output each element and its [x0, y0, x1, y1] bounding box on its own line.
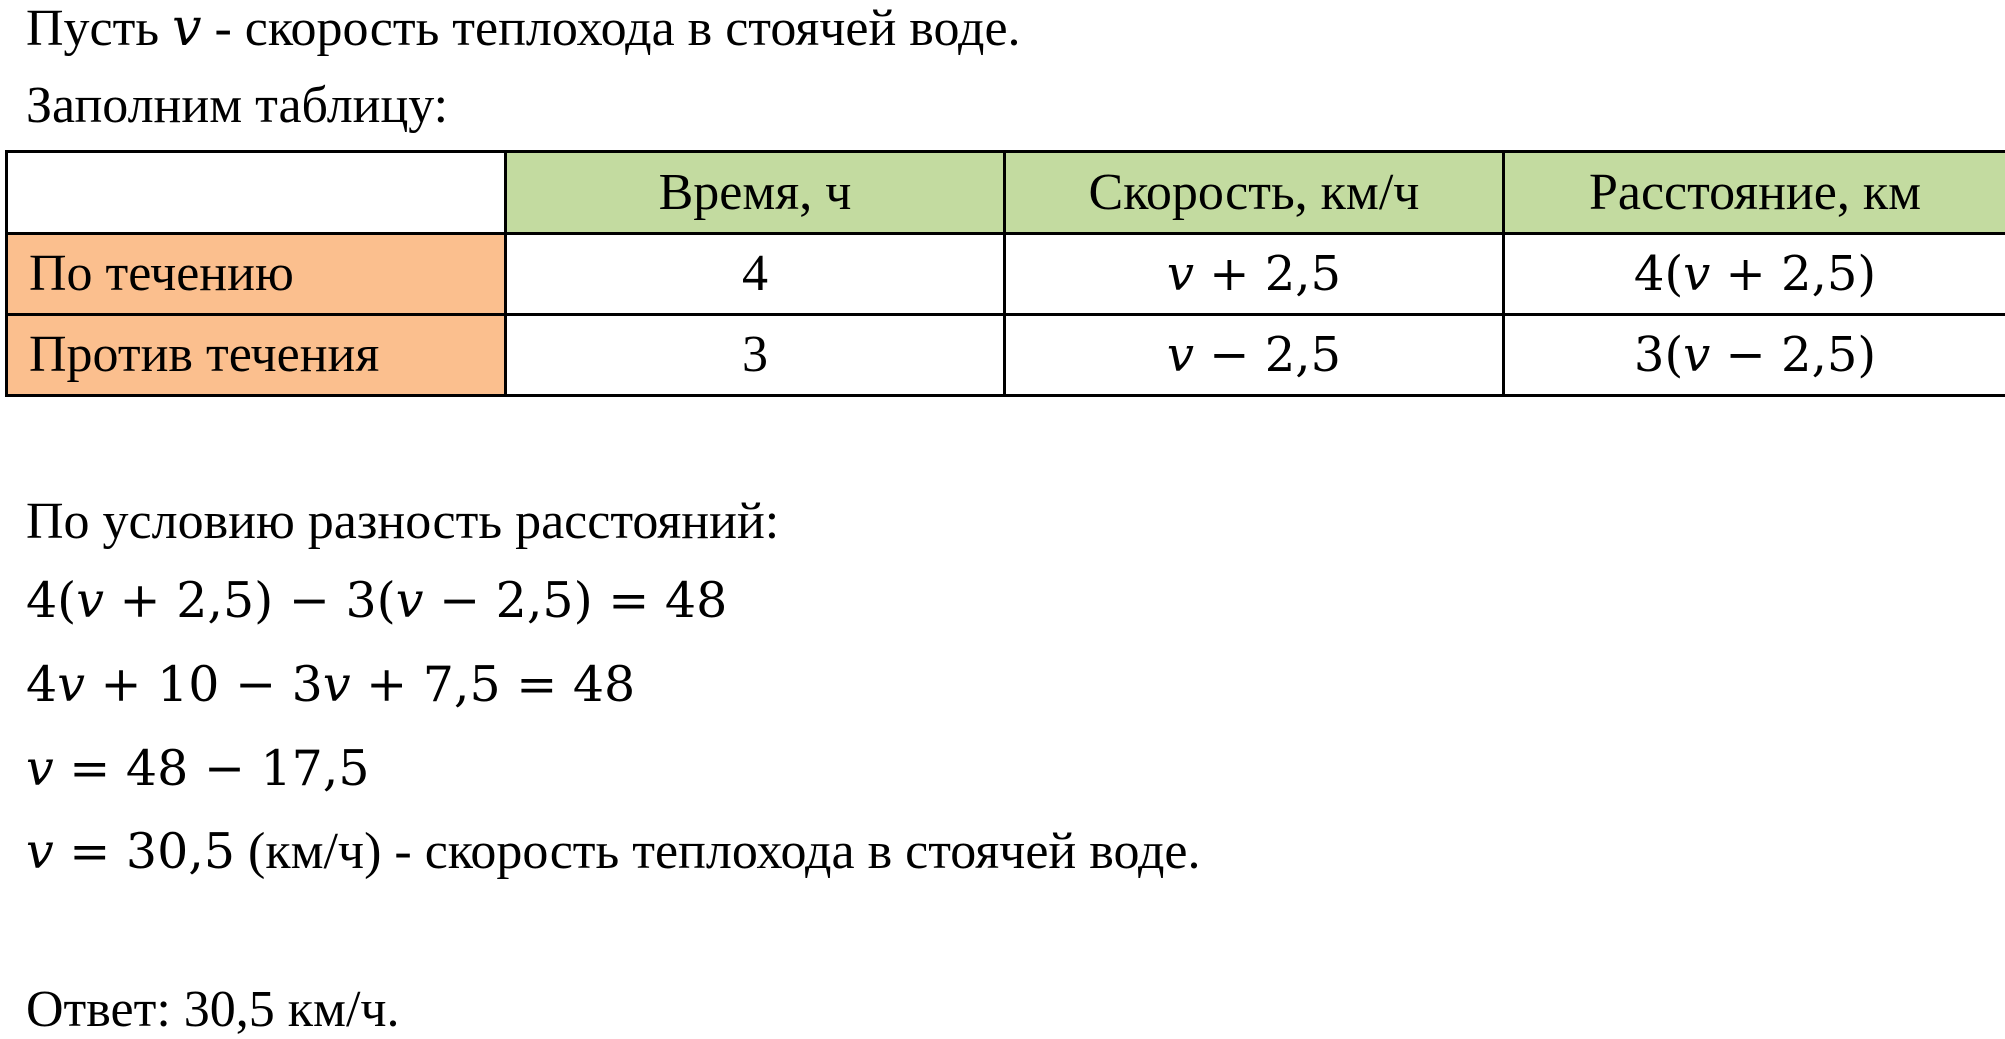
table-header-distance: Расстояние, км	[1504, 152, 2005, 234]
speed-table	[5, 150, 2005, 397]
cell-speed-downstream	[1005, 234, 1504, 315]
distance-expr-before: 3(	[1633, 327, 1684, 383]
table-row	[7, 234, 2005, 315]
table-header-time: Время, ч	[506, 152, 1005, 234]
speed-expr-rest: − 2,5	[1194, 327, 1342, 383]
equation-3	[26, 740, 370, 797]
cell-time-upstream: 3	[506, 315, 1005, 396]
variable-v: v	[26, 740, 54, 797]
row-label-downstream: По течению	[7, 234, 506, 315]
intro-suffix: - скорость теплохода в стоячей воде.	[214, 0, 1021, 57]
intro-prefix: Пусть	[26, 0, 160, 57]
equation-4	[26, 823, 1201, 880]
eq2-part-c: + 7,5 = 48	[350, 656, 636, 713]
answer-line: Ответ: 30,5 км/ч.	[26, 981, 400, 1038]
eq3-rest: = 48 − 17,5	[53, 740, 370, 797]
variable-v: v	[172, 0, 202, 58]
variable-v: v	[1683, 246, 1711, 302]
eq2-part-a: 4	[26, 656, 58, 713]
row-label-upstream: Против течения	[7, 315, 506, 396]
table-header-row	[7, 152, 2005, 234]
intro-line	[26, 0, 1021, 58]
eq4-rest: = 30,5	[53, 823, 235, 880]
variable-v: v	[322, 656, 351, 713]
table-header-empty	[7, 152, 506, 234]
condition-label: По условию разность расстояний:	[26, 493, 780, 550]
eq1-part-b: + 2,5) − 3(	[103, 572, 396, 629]
variable-v: v	[395, 572, 424, 629]
fill-table-label: Заполним таблицу:	[26, 77, 449, 134]
variable-v: v	[76, 572, 104, 629]
equation-2	[26, 656, 636, 713]
eq2-part-b: + 10 − 3	[84, 656, 323, 713]
cell-speed-upstream	[1005, 315, 1504, 396]
variable-v: v	[1166, 327, 1195, 383]
cell-time-downstream: 4	[506, 234, 1005, 315]
variable-v: v	[1683, 327, 1711, 383]
table-header-speed: Скорость, км/ч	[1005, 152, 1504, 234]
speed-expr-rest: + 2,5	[1194, 246, 1342, 302]
variable-v: v	[1166, 246, 1195, 302]
cell-distance-upstream	[1504, 315, 2005, 396]
distance-expr-before: 4(	[1633, 246, 1684, 302]
distance-expr-after: − 2,5)	[1710, 327, 1877, 383]
variable-v: v	[26, 823, 54, 880]
eq1-part-c: − 2,5) = 48	[423, 572, 728, 629]
eq1-part-a: 4(	[26, 572, 77, 629]
eq4-text: (км/ч) - скорость теплохода в стоячей воде.	[235, 823, 1201, 880]
cell-distance-downstream	[1504, 234, 2005, 315]
table-row	[7, 315, 2005, 396]
equation-1	[26, 572, 728, 629]
variable-v: v	[57, 656, 85, 713]
distance-expr-after: + 2,5)	[1710, 246, 1877, 302]
